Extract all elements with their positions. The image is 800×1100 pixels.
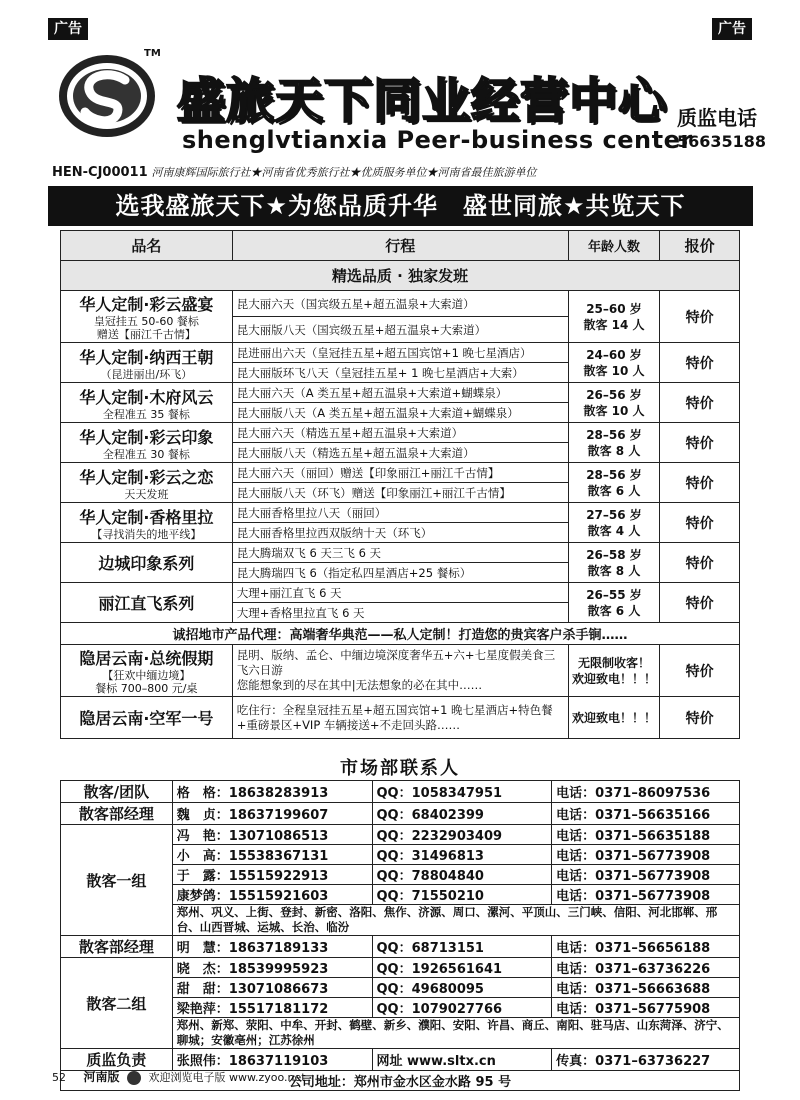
age-range: 26–58 岁 <box>586 547 642 562</box>
route-line: 昆大丽六天（国宾级五星+超五温泉+大索道） <box>232 291 568 317</box>
route-line: 昆大丽版环飞八天（皇冠挂五星+ 1 晚七星酒店+大索） <box>232 363 568 383</box>
slogan-banner: 选我盛旅天下★为您品质升华 盛世同旅★共览天下 <box>48 186 753 226</box>
contact-name-phone: 小 高：15538367131 <box>172 845 372 865</box>
contact-name-phone: 冯 艳：13071086513 <box>172 825 372 845</box>
product-row <box>61 463 740 483</box>
company-address: 公司地址：郑州市金水区金水路 95 号 <box>61 1071 740 1091</box>
product-row <box>61 383 740 403</box>
price-cell: 特价 <box>660 463 740 503</box>
group-size: 欢迎致电！！！ <box>571 671 656 686</box>
product-name: 隐居云南·空军一号 <box>79 709 214 728</box>
contact-name-phone: 格 格：18638283913 <box>172 781 372 803</box>
age-cell <box>568 463 660 503</box>
contact-fax: 传真：0371–63736227 <box>552 1049 740 1071</box>
contact-tel: 电话：0371–63736226 <box>552 958 740 978</box>
contact-tel: 电话：0371–56773908 <box>552 885 740 905</box>
contact-name-phone: 梁艳萍：15517181172 <box>172 998 372 1018</box>
age-range: 26–56 岁 <box>586 387 642 402</box>
route-line: 昆明、版纳、孟仑、中缅边境深度奢华五+六+七星度假美食三飞六日游 <box>236 648 556 677</box>
contact-group: 散客部经理 <box>61 936 173 958</box>
company-title-cn: 盛旅天下同业经营中心 <box>177 73 668 129</box>
section-title: 精选品质 · 独家发班 <box>61 261 740 291</box>
contact-row <box>61 803 740 825</box>
contact-qq: QQ：2232903409 <box>372 825 552 845</box>
agent-recruit-row: 诚招地市产品代理：高端奢华典范——私人定制！打造您的贵宾客户杀手锏…… <box>61 623 740 645</box>
product-sub: 天天发班 <box>124 487 169 501</box>
licence-code: HEN-CJ00011 <box>52 165 148 180</box>
route-line: 昆大丽版八天（环飞）赠送【印象丽江+丽江千古情】 <box>232 483 568 503</box>
company-title-en: shenglvtianxia Peer-business center <box>182 126 693 154</box>
honors-text: 河南康辉国际旅行社★河南省优秀旅行社★优质服务单位★河南省最佳旅游单位 <box>151 166 537 179</box>
age-cell <box>568 645 660 697</box>
product-row <box>61 423 740 443</box>
price-cell: 特价 <box>660 697 740 739</box>
age-cell <box>568 503 660 543</box>
ad-tag-right: 广告 <box>712 18 752 40</box>
footer-text: 欢迎浏览电子版 www.zyoo.net <box>148 1071 306 1084</box>
product-sub: 餐标 700–800 元/桌 <box>95 682 198 695</box>
contact-tel: 电话：0371–56773908 <box>552 845 740 865</box>
contact-qq: QQ：68713151 <box>372 936 552 958</box>
product-sub: 【狂欢中缅边境】 <box>102 669 191 682</box>
price-cell: 特价 <box>660 343 740 383</box>
route-line: 昆大丽香格里拉八天（丽回） <box>232 503 568 523</box>
product-name-cell <box>61 583 233 623</box>
contact-tel: 电话：0371–56635166 <box>552 803 740 825</box>
route-description <box>232 697 568 739</box>
route-line: 大理+丽江直飞 6 天 <box>232 583 568 603</box>
contact-qq: QQ：78804840 <box>372 865 552 885</box>
group-size: 散客 6 人 <box>587 483 641 498</box>
group-size: 散客 8 人 <box>587 563 641 578</box>
contacts-table <box>60 780 740 1091</box>
group-size: 散客 14 人 <box>583 317 645 332</box>
price-cell: 特价 <box>660 291 740 343</box>
quality-hotline-number: 56635188 <box>677 132 767 151</box>
contact-row <box>61 958 740 978</box>
edition-label: 河南版 <box>83 1070 120 1084</box>
contact-qq: QQ：49680095 <box>372 978 552 998</box>
contacts-title: 市场部联系人 <box>340 758 460 779</box>
contact-qq: QQ：68402399 <box>372 803 552 825</box>
contact-row <box>61 936 740 958</box>
age-range: 28–56 岁 <box>586 467 642 482</box>
company-logo-icon <box>57 52 157 140</box>
route-line: 您能想象到的尽在其中|无法想象的必在其中…… <box>236 678 483 692</box>
product-name-cell <box>61 423 233 463</box>
contact-tel: 电话：0371–56656188 <box>552 936 740 958</box>
product-row <box>61 291 740 317</box>
product-sub: 皇冠挂五 50-60 餐标 <box>93 315 199 328</box>
age-cell <box>568 423 660 463</box>
age-cell <box>568 583 660 623</box>
product-row <box>61 343 740 363</box>
age-cell <box>568 543 660 583</box>
product-name-cell <box>61 503 233 543</box>
product-row <box>61 503 740 523</box>
contact-qq: QQ：31496813 <box>372 845 552 865</box>
contact-tel: 电话：0371–56635188 <box>552 825 740 845</box>
product-name: 边城印象系列 <box>98 554 195 573</box>
route-line: 昆大丽版八天（精选五星+超五温泉+大索道） <box>232 443 568 463</box>
group-size: 散客 4 人 <box>587 523 641 538</box>
price-cell: 特价 <box>660 503 740 543</box>
contact-name-phone: 晓 杰：18539995923 <box>172 958 372 978</box>
product-name: 丽江直飞系列 <box>98 594 195 613</box>
group-size: 散客 10 人 <box>583 363 645 378</box>
age-range: 25–60 岁 <box>586 301 642 316</box>
contact-group: 散客/团队 <box>61 781 173 803</box>
product-name-cell <box>61 343 233 383</box>
trademark-mark: TM <box>144 48 161 59</box>
product-row <box>61 583 740 603</box>
product-name-cell <box>61 543 233 583</box>
price-cell: 特价 <box>660 645 740 697</box>
product-name-cell <box>61 645 233 697</box>
price-cell: 特价 <box>660 543 740 583</box>
age-range: 28–56 岁 <box>586 427 642 442</box>
product-row <box>61 543 740 563</box>
contact-row <box>61 825 740 845</box>
route-line: 昆大丽六天（丽回）赠送【印象丽江+丽江千古情】 <box>232 463 568 483</box>
route-line: 吃住行：全程皇冠挂五星+超五国宾馆+1 晚七星酒店+特色餐+重磅景区+VIP 车辆接送+不走回头路…… <box>236 702 553 732</box>
special-row <box>61 697 740 739</box>
ad-tag-left: 广告 <box>48 18 88 40</box>
contact-qq: QQ：1926561641 <box>372 958 552 978</box>
age-range: 26–55 岁 <box>586 587 642 602</box>
price-cell: 特价 <box>660 383 740 423</box>
group-size: 欢迎致电！！！ <box>571 710 656 725</box>
contact-group: 质监负责 <box>61 1049 173 1071</box>
header-price: 报价 <box>660 231 740 261</box>
page-footer <box>52 1068 306 1085</box>
page-number: 52 <box>52 1071 66 1084</box>
product-name-cell <box>61 291 233 343</box>
contact-tel: 电话：0371–86097536 <box>552 781 740 803</box>
quality-hotline-label: 质监电话 <box>677 106 757 130</box>
group-size: 散客 10 人 <box>583 403 645 418</box>
coverage-cities: 郑州、巩义、上街、登封、新密、洛阳、焦作、济源、周口、漯河、平顶山、三门峡、信阳、河北邯郸、邢台、山西晋城、运城、长治、临汾 <box>172 905 739 936</box>
product-sub: 全程准五 30 餐标 <box>102 447 190 461</box>
product-sub: 全程准五 35 餐标 <box>102 407 190 421</box>
route-line: 昆大腾瑞四飞 6（指定私四星酒店+25 餐标） <box>232 563 568 583</box>
age-cell <box>568 697 660 739</box>
contact-qq: QQ：1079027766 <box>372 998 552 1018</box>
route-line: 昆大丽香格里拉西双版纳十天（环飞） <box>232 523 568 543</box>
route-line: 昆大丽六天（A 类五星+超五温泉+大索道+蝴蝶泉） <box>232 383 568 403</box>
product-name: 华人定制·香格里拉 <box>79 507 214 527</box>
product-name: 华人定制·彩云印象 <box>79 427 214 447</box>
product-sub: 赠送【丽江千古情】 <box>96 328 196 341</box>
contact-name-phone: 康梦鸽：15515921603 <box>172 885 372 905</box>
product-name: 华人定制·纳西王朝 <box>79 347 214 367</box>
age-range: 无限制收客！ <box>577 655 650 670</box>
age-range: 27–56 岁 <box>586 507 642 522</box>
route-line: 昆大丽版八天（国宾级五星+超五温泉+大索道） <box>232 317 568 343</box>
contact-name-phone: 于 露：15515922913 <box>172 865 372 885</box>
contact-name-phone: 明 慧：18637189133 <box>172 936 372 958</box>
group-size: 散客 8 人 <box>587 443 641 458</box>
product-table <box>60 230 740 739</box>
coverage-cities: 郑州、新郑、荥阳、中牟、开封、鹤壁、新乡、濮阳、安阳、许昌、商丘、南阳、驻马店、山东菏泽、济宁、聊城；安徽亳州；江苏徐州 <box>172 1018 739 1049</box>
route-line: 昆大腾瑞双飞 6 天三飞 6 天 <box>232 543 568 563</box>
route-line: 昆大丽六天（精选五星+超五温泉+大索道） <box>232 423 568 443</box>
route-description <box>232 645 568 697</box>
contact-name-phone: 魏 贞：18637199607 <box>172 803 372 825</box>
contact-tel: 电话：0371–56773908 <box>552 865 740 885</box>
product-name-cell <box>61 697 233 739</box>
contact-row <box>61 781 740 803</box>
header-itinerary: 行程 <box>232 231 568 261</box>
contact-tel: 电话：0371–56663688 <box>552 978 740 998</box>
route-line: 昆进丽出六天（皇冠挂五星+超五国宾馆+1 晚七星酒店） <box>232 343 568 363</box>
product-sub: （昆进丽出/环飞） <box>100 367 193 381</box>
price-cell: 特价 <box>660 423 740 463</box>
contact-name-phone: 甜 甜：13071086673 <box>172 978 372 998</box>
contact-qq: QQ：1058347951 <box>372 781 552 803</box>
contact-qq: QQ：71550210 <box>372 885 552 905</box>
product-name-cell <box>61 463 233 503</box>
contact-group: 散客一组 <box>61 825 173 936</box>
age-cell <box>568 383 660 423</box>
header-age: 年龄人数 <box>568 231 660 261</box>
product-sub: 【寻找消失的地平线】 <box>91 527 202 541</box>
website-link[interactable]: 网址 www.sltx.cn <box>372 1049 552 1071</box>
contact-name-phone: 张照伟：18637119103 <box>172 1049 372 1071</box>
age-range: 24–60 岁 <box>586 347 642 362</box>
product-name: 华人定制·木府风云 <box>79 387 214 407</box>
product-name: 隐居云南·总统假期 <box>79 649 214 668</box>
age-cell <box>568 291 660 343</box>
product-name: 华人定制·彩云盛宴 <box>79 295 214 314</box>
contact-tel: 电话：0371–56775908 <box>552 998 740 1018</box>
licence-row <box>52 164 762 180</box>
publisher-logo-icon <box>127 1071 141 1085</box>
product-name: 华人定制·彩云之恋 <box>79 467 214 487</box>
header-product: 品名 <box>61 231 233 261</box>
header <box>52 44 767 164</box>
route-line: 昆大丽版八天（A 类五星+超五温泉+大索道+蝴蝶泉） <box>232 403 568 423</box>
price-cell: 特价 <box>660 583 740 623</box>
product-name-cell <box>61 383 233 423</box>
contact-group: 散客部经理 <box>61 803 173 825</box>
special-row <box>61 645 740 697</box>
age-cell <box>568 343 660 383</box>
product-table-header <box>61 231 740 261</box>
contact-group: 散客二组 <box>61 958 173 1049</box>
group-size: 散客 6 人 <box>587 603 641 618</box>
route-line: 大理+香格里拉直飞 6 天 <box>232 603 568 623</box>
